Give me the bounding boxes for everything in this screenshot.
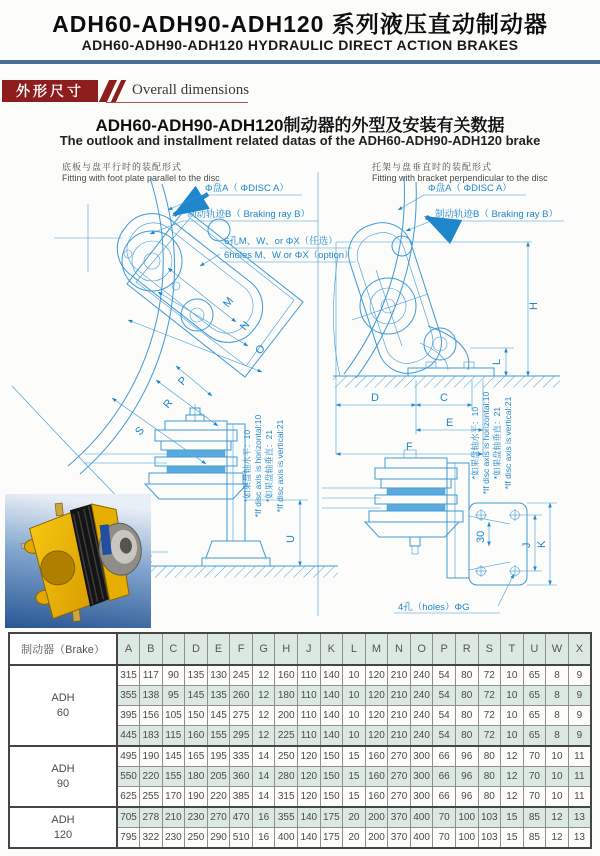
dim-value-cell: 120 bbox=[365, 665, 388, 686]
dim-value-cell: 275 bbox=[230, 706, 253, 726]
dim-value-cell: 250 bbox=[275, 746, 298, 767]
dim-value-cell: 370 bbox=[388, 828, 411, 849]
section-heading-en: The outlook and installment related datas of the ADH60-ADH90-ADH120 brake bbox=[59, 133, 541, 148]
dim-value-cell: 105 bbox=[162, 706, 185, 726]
dim-value-cell: 160 bbox=[275, 665, 298, 686]
dim-value-cell: 200 bbox=[365, 807, 388, 828]
dim-value-cell: 96 bbox=[455, 787, 478, 808]
dim-value-cell: 16 bbox=[252, 828, 275, 849]
dim-value-cell: 240 bbox=[410, 706, 433, 726]
dim-value-cell: 20 bbox=[343, 807, 366, 828]
dim-value-cell: 160 bbox=[365, 787, 388, 808]
dim-value-cell: 95 bbox=[162, 686, 185, 706]
product-photo bbox=[5, 494, 151, 628]
dim-R: R bbox=[161, 397, 176, 411]
dim-value-cell: 240 bbox=[410, 726, 433, 747]
brake-column-header: 制动器（Brake） bbox=[9, 633, 117, 665]
dim-value-cell: 14 bbox=[252, 767, 275, 787]
dim-value-cell: 110 bbox=[298, 686, 321, 706]
dim-value-cell: 80 bbox=[478, 787, 501, 808]
dim-value-cell: 705 bbox=[117, 807, 140, 828]
dim-value-cell: 145 bbox=[162, 746, 185, 767]
dim-value-cell: 385 bbox=[230, 787, 253, 808]
dim-value-cell: 66 bbox=[433, 787, 456, 808]
header-rule bbox=[0, 60, 600, 64]
dim-value-cell: 300 bbox=[410, 767, 433, 787]
dim-value-cell: 270 bbox=[388, 746, 411, 767]
dim-value-cell: 150 bbox=[185, 706, 208, 726]
dim-value-cell: 190 bbox=[185, 787, 208, 808]
dim-value-cell: 20 bbox=[343, 828, 366, 849]
table-body bbox=[9, 665, 591, 848]
dim-value-cell: 550 bbox=[117, 767, 140, 787]
dim-value-cell: 12 bbox=[546, 828, 569, 849]
dim-value-cell: 8 bbox=[546, 665, 569, 686]
dim-value-cell: 395 bbox=[117, 706, 140, 726]
dim-value-cell: 270 bbox=[388, 767, 411, 787]
column-header: N bbox=[388, 633, 411, 665]
column-header: K bbox=[320, 633, 343, 665]
dim-value-cell: 150 bbox=[320, 767, 343, 787]
dim-value-cell: 70 bbox=[523, 746, 546, 767]
dim-M: M bbox=[221, 295, 237, 310]
dim-value-cell: 10 bbox=[343, 706, 366, 726]
dim-value-cell: 12 bbox=[252, 726, 275, 747]
dim-value-cell: 72 bbox=[478, 726, 501, 747]
banner-underline bbox=[106, 102, 248, 103]
dim-value-cell: 120 bbox=[298, 746, 321, 767]
dim-O: O bbox=[253, 342, 268, 357]
dim-value-cell: 90 bbox=[162, 665, 185, 686]
dim-value-cell: 70 bbox=[523, 767, 546, 787]
dim-value-cell: 65 bbox=[523, 706, 546, 726]
dim-value-cell: 72 bbox=[478, 706, 501, 726]
table-row bbox=[9, 665, 591, 686]
dim-value-cell: 270 bbox=[388, 787, 411, 808]
dim-value-cell: 315 bbox=[117, 665, 140, 686]
page-title-zh: ADH60-ADH90-ADH120 系列液压直动制动器 bbox=[52, 11, 548, 37]
section-heading-zh: ADH60-ADH90-ADH120制动器的外型及安装有关数据 bbox=[95, 116, 505, 135]
dim-value-cell: 220 bbox=[140, 767, 163, 787]
dim-value-cell: 12 bbox=[252, 706, 275, 726]
dim-value-cell: 103 bbox=[478, 807, 501, 828]
section-banner-zh: 外形尺寸 bbox=[2, 80, 98, 102]
dim-value-cell: 322 bbox=[140, 828, 163, 849]
dim-value-cell: 355 bbox=[117, 686, 140, 706]
dim-value-cell: 15 bbox=[343, 746, 366, 767]
dim-value-cell: 117 bbox=[140, 665, 163, 686]
column-header: U bbox=[523, 633, 546, 665]
column-header: H bbox=[275, 633, 298, 665]
dim-value-cell: 54 bbox=[433, 706, 456, 726]
dim-value-cell: 130 bbox=[207, 665, 230, 686]
dim-value-cell: 110 bbox=[298, 726, 321, 747]
dim-P: P bbox=[176, 374, 191, 388]
column-header: J bbox=[298, 633, 321, 665]
column-header: B bbox=[140, 633, 163, 665]
dim-value-cell: 260 bbox=[230, 686, 253, 706]
dim-value-cell: 175 bbox=[320, 807, 343, 828]
column-header: X bbox=[568, 633, 591, 665]
table-row bbox=[9, 746, 591, 767]
dim-value-cell: 150 bbox=[320, 746, 343, 767]
dim-value-cell: 210 bbox=[162, 807, 185, 828]
dim-value-cell: 11 bbox=[568, 767, 591, 787]
note-line: *If disc axis is horizontal:10 bbox=[481, 391, 491, 495]
column-header: C bbox=[162, 633, 185, 665]
dim-value-cell: 175 bbox=[320, 828, 343, 849]
dim-value-cell: 120 bbox=[365, 686, 388, 706]
dim-value-cell: 290 bbox=[207, 828, 230, 849]
dim-value-cell: 145 bbox=[185, 686, 208, 706]
braking-ray-label: 制动轨迹B（ Braking ray B） bbox=[187, 209, 310, 220]
dim-value-cell: 12 bbox=[501, 787, 524, 808]
dim-value-cell: 160 bbox=[365, 767, 388, 787]
dim-value-cell: 225 bbox=[275, 726, 298, 747]
dim-value-cell: 220 bbox=[207, 787, 230, 808]
dim-value-cell: 10 bbox=[501, 665, 524, 686]
dim-value-cell: 110 bbox=[298, 706, 321, 726]
dim-value-cell: 80 bbox=[478, 746, 501, 767]
dim-value-cell: 11 bbox=[568, 787, 591, 808]
dim-value-cell: 100 bbox=[455, 807, 478, 828]
dim-value-cell: 9 bbox=[568, 665, 591, 686]
dim-value-cell: 190 bbox=[140, 746, 163, 767]
right-diagram-caption-en: Fitting with bracket perpendicular to the disc bbox=[372, 173, 548, 183]
brake-photo-illustration bbox=[5, 494, 151, 628]
dim-value-cell: 230 bbox=[185, 807, 208, 828]
dim-value-cell: 140 bbox=[320, 726, 343, 747]
dim-L: L bbox=[491, 358, 503, 365]
dim-value-cell: 9 bbox=[568, 686, 591, 706]
dim-value-cell: 12 bbox=[501, 746, 524, 767]
dim-value-cell: 240 bbox=[410, 686, 433, 706]
brake-group-label: ADH 120 bbox=[9, 807, 117, 848]
dim-value-cell: 140 bbox=[298, 807, 321, 828]
dim-value-cell: 15 bbox=[501, 828, 524, 849]
dim-value-cell: 300 bbox=[410, 787, 433, 808]
dim-value-cell: 120 bbox=[298, 787, 321, 808]
dim-value-cell: 495 bbox=[117, 746, 140, 767]
note-line: *如果盘轴垂直：21 bbox=[264, 429, 274, 503]
dim-value-cell: 195 bbox=[207, 746, 230, 767]
dim-value-cell: 12 bbox=[252, 686, 275, 706]
dim-value-cell: 140 bbox=[298, 828, 321, 849]
dim-value-cell: 54 bbox=[433, 686, 456, 706]
dim-value-cell: 80 bbox=[455, 686, 478, 706]
dim-value-cell: 255 bbox=[140, 787, 163, 808]
column-header: L bbox=[343, 633, 366, 665]
dim-value-cell: 240 bbox=[410, 665, 433, 686]
dim-value-cell: 12 bbox=[252, 665, 275, 686]
dim-value-cell: 103 bbox=[478, 828, 501, 849]
dim-H: H bbox=[528, 302, 540, 310]
dim-value-cell: 10 bbox=[501, 686, 524, 706]
dim-value-cell: 10 bbox=[343, 726, 366, 747]
dim-E: E bbox=[446, 417, 454, 429]
dim-value-cell: 15 bbox=[501, 807, 524, 828]
dim-value-cell: 140 bbox=[320, 686, 343, 706]
page-title-en: ADH60-ADH90-ADH120 HYDRAULIC DIRECT ACTION BRAKES bbox=[81, 37, 519, 53]
column-header: W bbox=[546, 633, 569, 665]
column-header: O bbox=[410, 633, 433, 665]
dim-value-cell: 54 bbox=[433, 665, 456, 686]
dim-value-cell: 230 bbox=[162, 828, 185, 849]
dim-C: C bbox=[440, 392, 448, 404]
dim-value-cell: 100 bbox=[455, 828, 478, 849]
dim-value-cell: 360 bbox=[230, 767, 253, 787]
dim-value-cell: 145 bbox=[207, 706, 230, 726]
dim-value-cell: 156 bbox=[140, 706, 163, 726]
note-line: *If disc axis is vertical:21 bbox=[503, 396, 513, 490]
dim-value-cell: 10 bbox=[343, 665, 366, 686]
dim-value-cell: 14 bbox=[252, 746, 275, 767]
dim-value-cell: 210 bbox=[388, 726, 411, 747]
column-header: E bbox=[207, 633, 230, 665]
note-line: *如果盘轴水平：10 bbox=[470, 406, 480, 480]
column-header: F bbox=[230, 633, 253, 665]
dim-value-cell: 9 bbox=[568, 726, 591, 747]
dim-value-cell: 170 bbox=[162, 787, 185, 808]
dim-value-cell: 160 bbox=[365, 746, 388, 767]
dim-value-cell: 295 bbox=[230, 726, 253, 747]
left-diagram-caption-zh: 底板与盘平行时的装配形式 bbox=[62, 162, 183, 172]
dim-value-cell: 80 bbox=[455, 706, 478, 726]
dim-value-cell: 200 bbox=[365, 828, 388, 849]
dim-value-cell: 155 bbox=[207, 726, 230, 747]
dim-value-cell: 15 bbox=[343, 767, 366, 787]
dim-K: K bbox=[536, 540, 548, 548]
note-line: *If disc axis is horizontal:10 bbox=[253, 414, 263, 518]
note-line: *如果盘轴垂直：21 bbox=[492, 406, 502, 480]
dim-U: U bbox=[285, 535, 297, 543]
dim-value-cell: 355 bbox=[275, 807, 298, 828]
holes-label-en: 6holes M、W or ΦX（option） bbox=[224, 250, 354, 261]
table-row bbox=[9, 807, 591, 828]
dim-value-cell: 250 bbox=[185, 828, 208, 849]
dim-value-cell: 9 bbox=[568, 706, 591, 726]
note-line: *If disc axis is vertical:21 bbox=[275, 419, 285, 513]
holes-label-zh: 6孔M、W、or ΦX（任选） bbox=[224, 236, 338, 247]
dim-value-cell: 96 bbox=[455, 746, 478, 767]
column-header: M bbox=[365, 633, 388, 665]
dim-S: S bbox=[133, 424, 148, 438]
dim-value-cell: 66 bbox=[433, 767, 456, 787]
dim-value-cell: 11 bbox=[568, 746, 591, 767]
column-header: S bbox=[478, 633, 501, 665]
dim-value-cell: 8 bbox=[546, 686, 569, 706]
dim-F: F bbox=[406, 441, 413, 453]
dim-value-cell: 10 bbox=[343, 686, 366, 706]
dim-value-cell: 80 bbox=[455, 726, 478, 747]
dim-value-cell: 245 bbox=[230, 665, 253, 686]
dim-value-cell: 165 bbox=[185, 746, 208, 767]
dim-value-cell: 54 bbox=[433, 726, 456, 747]
dim-value-cell: 65 bbox=[523, 686, 546, 706]
dim-value-cell: 13 bbox=[568, 807, 591, 828]
dim-D: D bbox=[371, 392, 379, 404]
left-diagram-caption-en: Fitting with foot plate parallel to the disc bbox=[62, 173, 220, 183]
dim-value-cell: 80 bbox=[478, 767, 501, 787]
column-header: A bbox=[117, 633, 140, 665]
dim-value-cell: 72 bbox=[478, 686, 501, 706]
dim-value-cell: 315 bbox=[275, 787, 298, 808]
dim-value-cell: 13 bbox=[568, 828, 591, 849]
dim-value-cell: 210 bbox=[388, 665, 411, 686]
disc-label: Φ盘A（ ΦDISC A） bbox=[205, 183, 289, 194]
dim-value-cell: 138 bbox=[140, 686, 163, 706]
dim-value-cell: 150 bbox=[320, 787, 343, 808]
dim-value-cell: 510 bbox=[230, 828, 253, 849]
disc-label: Φ盘A（ ΦDISC A） bbox=[428, 183, 512, 194]
dim-value-cell: 183 bbox=[140, 726, 163, 747]
dim-value-cell: 120 bbox=[365, 726, 388, 747]
dim-value-cell: 8 bbox=[546, 706, 569, 726]
dim-30: 30 bbox=[475, 530, 487, 543]
dim-value-cell: 70 bbox=[523, 787, 546, 808]
dim-value-cell: 160 bbox=[185, 726, 208, 747]
dim-value-cell: 280 bbox=[275, 767, 298, 787]
dim-value-cell: 70 bbox=[433, 807, 456, 828]
dimension-table bbox=[8, 632, 592, 849]
right-diagram-caption-zh: 托架与盘垂直时的装配形式 bbox=[372, 162, 493, 172]
column-header: D bbox=[185, 633, 208, 665]
dim-value-cell: 10 bbox=[546, 787, 569, 808]
dim-value-cell: 115 bbox=[162, 726, 185, 747]
dim-value-cell: 625 bbox=[117, 787, 140, 808]
note-line: *如果盘轴水平：10 bbox=[242, 429, 252, 503]
dim-value-cell: 205 bbox=[207, 767, 230, 787]
dim-value-cell: 135 bbox=[207, 686, 230, 706]
dim-value-cell: 470 bbox=[230, 807, 253, 828]
dim-value-cell: 135 bbox=[185, 665, 208, 686]
dim-value-cell: 96 bbox=[455, 767, 478, 787]
dim-N: N bbox=[238, 319, 253, 333]
brake-group-label: ADH 90 bbox=[9, 746, 117, 807]
dim-value-cell: 85 bbox=[523, 807, 546, 828]
dim-value-cell: 120 bbox=[365, 706, 388, 726]
dim-value-cell: 66 bbox=[433, 746, 456, 767]
dim-value-cell: 120 bbox=[298, 767, 321, 787]
brake-group-label: ADH 60 bbox=[9, 665, 117, 746]
dim-value-cell: 400 bbox=[410, 807, 433, 828]
dim-value-cell: 270 bbox=[207, 807, 230, 828]
dim-value-cell: 140 bbox=[320, 665, 343, 686]
dim-value-cell: 8 bbox=[546, 726, 569, 747]
dim-value-cell: 15 bbox=[343, 787, 366, 808]
dim-value-cell: 400 bbox=[275, 828, 298, 849]
column-header: G bbox=[252, 633, 275, 665]
dim-value-cell: 12 bbox=[501, 767, 524, 787]
dim-value-cell: 85 bbox=[523, 828, 546, 849]
dim-value-cell: 65 bbox=[523, 665, 546, 686]
dim-value-cell: 10 bbox=[546, 746, 569, 767]
dim-value-cell: 335 bbox=[230, 746, 253, 767]
dim-value-cell: 300 bbox=[410, 746, 433, 767]
dim-value-cell: 110 bbox=[298, 665, 321, 686]
bracket-holes-label: 4孔（holes）ΦG bbox=[398, 602, 470, 613]
dim-value-cell: 180 bbox=[185, 767, 208, 787]
table-header-row bbox=[9, 633, 591, 665]
dim-J: J bbox=[521, 542, 533, 548]
dim-value-cell: 80 bbox=[455, 665, 478, 686]
dim-value-cell: 445 bbox=[117, 726, 140, 747]
dim-value-cell: 795 bbox=[117, 828, 140, 849]
dim-value-cell: 180 bbox=[275, 686, 298, 706]
dim-value-cell: 210 bbox=[388, 686, 411, 706]
dim-value-cell: 12 bbox=[546, 807, 569, 828]
braking-ray-label: 制动轨迹B（ Braking ray B） bbox=[435, 209, 558, 220]
column-header: T bbox=[501, 633, 524, 665]
dim-value-cell: 16 bbox=[252, 807, 275, 828]
dim-value-cell: 370 bbox=[388, 807, 411, 828]
dim-value-cell: 65 bbox=[523, 726, 546, 747]
section-banner-en: Overall dimensions bbox=[132, 82, 250, 98]
dim-value-cell: 140 bbox=[320, 706, 343, 726]
column-header: P bbox=[433, 633, 456, 665]
dim-value-cell: 278 bbox=[140, 807, 163, 828]
dim-value-cell: 70 bbox=[433, 828, 456, 849]
dim-value-cell: 155 bbox=[162, 767, 185, 787]
dim-value-cell: 10 bbox=[546, 767, 569, 787]
column-header: R bbox=[455, 633, 478, 665]
dim-value-cell: 200 bbox=[275, 706, 298, 726]
dim-value-cell: 400 bbox=[410, 828, 433, 849]
dim-value-cell: 210 bbox=[388, 706, 411, 726]
right-diagram bbox=[322, 176, 564, 613]
dim-value-cell: 72 bbox=[478, 665, 501, 686]
dim-value-cell: 14 bbox=[252, 787, 275, 808]
dim-value-cell: 10 bbox=[501, 726, 524, 747]
dim-value-cell: 10 bbox=[501, 706, 524, 726]
